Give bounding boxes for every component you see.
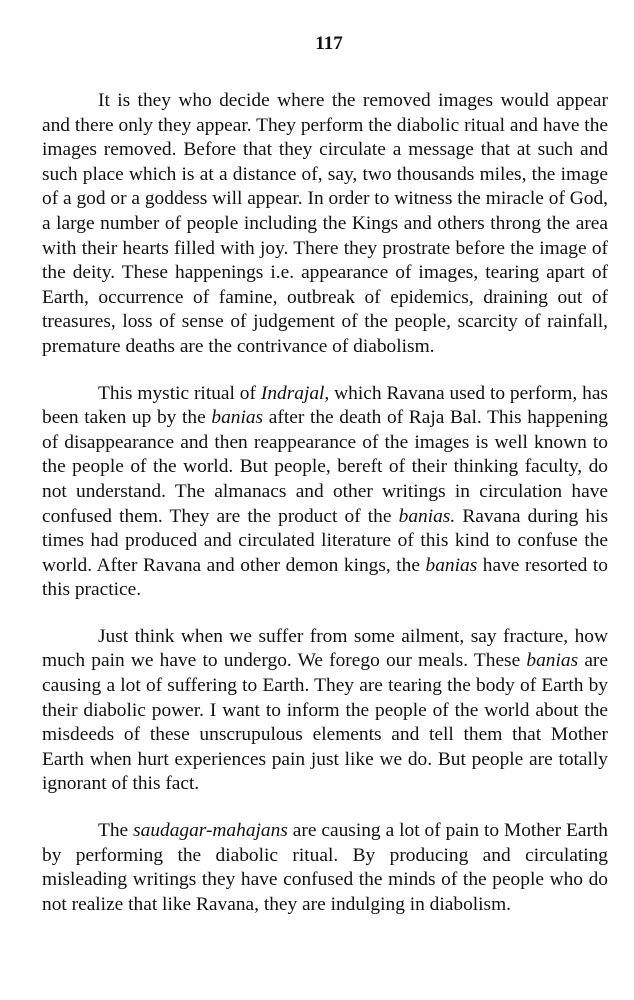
text-run: after the death of Raja Bal. This happening of disappearance and then reappearance of the images is well known to the people of the world. But people, bereft of their thinking faculty, do not understand. The almanacs and other writings in circulation have confused them. They are the product of the (42, 407, 608, 527)
text-run: are causing a lot of pain to Mother Earth by performing the diabolic ritual. By producing and circulating misleading writings they have confused the minds of the people who do not realize that like Ravana, they are indulging in diabolism. (42, 820, 608, 915)
text-run: have resorted to this practice. (42, 554, 608, 601)
text-run: Just think when we suffer from some ailment, say fracture, how much pain we have to undergo. We forego our meals. These (42, 625, 608, 672)
italic-term: banias. (398, 505, 456, 527)
paragraph-2 (42, 382, 608, 603)
text-run: The (98, 820, 134, 842)
paragraph-3 (42, 625, 608, 797)
page-number: 117 (315, 33, 343, 54)
italic-term: Indrajal (260, 382, 325, 404)
italic-term: saudagar-mahajans (133, 820, 288, 842)
text-run: are causing a lot of suffering to Earth. They are tearing the body of Earth by their diabolic power. I want to inform the people of the world about the misdeeds of these unscrupulous elements and tell them that Mother Earth when hurt experiences pain just like we do. But people are totally ignorant of this fact. (42, 650, 608, 795)
paragraph-1 (42, 89, 608, 360)
text-run: It is they who decide where the removed images would appear and there only they appear. They perform the diabolic ritual and have the images removed. Before that they circulate a message that at such and such place which is at a distance of, say, two thousands miles, the image of a god or a goddess will appear. In order to witness the miracle of God, a large number of people including the Kings and others throng the area with their hearts filled with joy. There they prostrate before the image of the deity. These happenings i.e. appearance of images, tearing apart of Earth, occurrence of famine, outbreak of epidemics, draining out of treasures, loss of sense of judgement of the people, scarcity of rainfall, premature deaths are the contrivance of diabolism. (42, 90, 608, 357)
paragraph-4 (42, 819, 608, 917)
text-run: , which Ravana used to perform, has been taken up by the (42, 382, 608, 429)
italic-term: banias (425, 554, 478, 576)
italic-term: banias (526, 650, 579, 672)
italic-term: banias (211, 407, 264, 429)
text-run: This mystic ritual of (98, 382, 261, 404)
text-run: Ravana during his times had produced and circulated literature of this kind to confuse the world. After Ravana and other demon kings, the (42, 505, 608, 576)
